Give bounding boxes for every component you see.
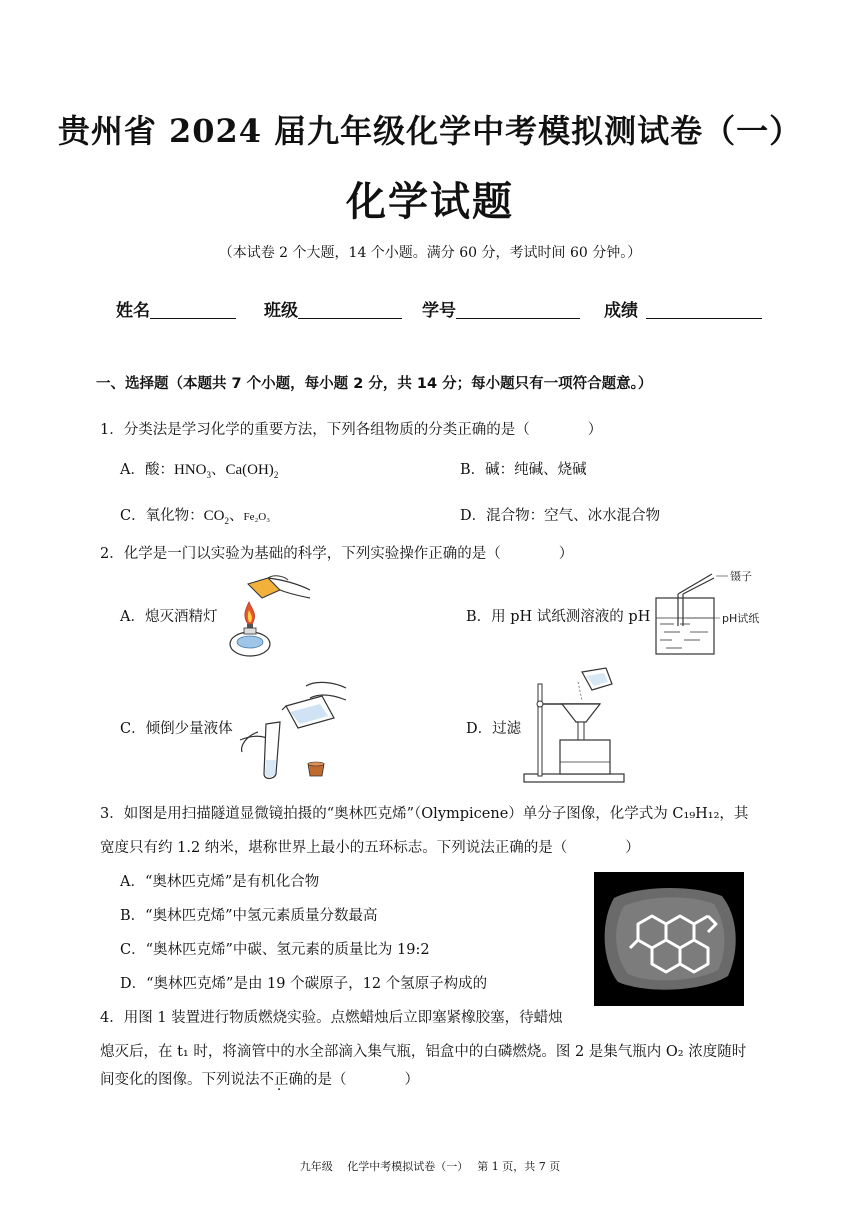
name-blank[interactable] <box>150 300 236 319</box>
tweezers-label: 镊子 <box>730 570 752 583</box>
q1-c-sep: 、 <box>228 508 244 524</box>
score-label: 成绩 <box>604 301 638 321</box>
score-field[interactable] <box>604 296 762 321</box>
q3-stem-line2: 宽度只有约 1.2 纳米，堪称世界上最小的五环标志。下列说法正确的是（ ） <box>100 840 640 856</box>
number-blank[interactable] <box>456 300 580 319</box>
filtration-illustration <box>520 664 630 786</box>
class-field[interactable] <box>264 296 402 321</box>
q1-option-a[interactable] <box>120 458 278 480</box>
q2-option-b[interactable]: B．用 pH 试纸测溶液的 pH <box>466 609 651 625</box>
q3-stem-line1: 3．如图是用扫描隧道显微镜拍摄的“奥林匹克烯”（Olympicene）单分子图像，化学式为 C₁₉H₁₂，其 <box>100 806 749 822</box>
q4-emphasis: 不正确 <box>259 1072 303 1088</box>
q4-line3 <box>100 1068 419 1089</box>
name-label: 姓名 <box>116 301 150 321</box>
page-footer: 九年级 化学中考模拟试卷（一） 第 1 页，共 7 页 <box>299 1160 561 1173</box>
q4-line3-part2: 的是（ ） <box>303 1072 419 1088</box>
q2-option-a[interactable]: A．熄灭酒精灯 <box>120 609 218 625</box>
olympicene-molecule-image <box>594 872 744 1006</box>
alcohol-lamp-illustration <box>218 570 314 662</box>
q3-option-b[interactable]: B．“奥林匹克烯”中氢元素质量分数最高 <box>120 908 378 924</box>
class-blank[interactable] <box>298 300 402 319</box>
number-label: 学号 <box>422 301 456 321</box>
q1-a-prefix: A．酸： <box>120 462 174 478</box>
q4-line3-part1: 间变化的图像。下列说法 <box>100 1072 260 1088</box>
q1-c-formula2: Fe₂O₃ <box>243 511 271 523</box>
q1-a-formula1: $HNO_3$ <box>173 462 211 480</box>
ph-test-illustration <box>650 568 770 660</box>
q1-option-c[interactable] <box>120 504 270 526</box>
q1-stem: 1．分类法是学习化学的重要方法，下列各组物质的分类正确的是（ ） <box>100 422 603 438</box>
ph-paper-label: pH试纸 <box>722 612 760 625</box>
exam-subtitle: 化学试题 <box>346 179 514 225</box>
q1-option-b[interactable]: B．碱：纯碱、烧碱 <box>460 462 587 478</box>
name-field[interactable] <box>116 296 236 321</box>
q2-option-d[interactable]: D．过滤 <box>466 721 522 737</box>
pouring-liquid-illustration <box>236 676 354 782</box>
score-blank[interactable] <box>646 300 762 319</box>
q1-c-formula1: $CO_2$ <box>203 508 229 526</box>
q1-a-formula2: $Ca(OH)_2$ <box>225 462 279 480</box>
q3-option-a[interactable]: A．“奥林匹克烯”是有机化合物 <box>120 874 320 890</box>
q1-a-sep: 、 <box>210 462 226 478</box>
q4-line2: 熄灭后，在 t₁ 时，将滴管中的水全部滴入集气瓶，铝盒中的白磷燃烧。图 2 是集气瓶内 O₂ 浓度随时 <box>100 1044 747 1060</box>
q1-c-prefix: C．氧化物： <box>120 508 204 524</box>
exam-title: 贵州省 2024 届九年级化学中考模拟测试卷（一） <box>57 112 803 150</box>
section-heading: 一、选择题（本题共 7 个小题，每小题 2 分，共 14 分；每小题只有一项符合题意。） <box>96 376 653 392</box>
number-field[interactable] <box>422 296 580 321</box>
q2-option-c[interactable]: C．倾倒少量液体 <box>120 721 233 737</box>
q2-stem: 2．化学是一门以实验为基础的科学，下列实验操作正确的是（ ） <box>100 546 574 562</box>
q4-line1: 4．用图 1 装置进行物质燃烧实验。点燃蜡烛后立即塞紧橡胶塞，待蜡烛 <box>100 1010 563 1026</box>
q1-option-d[interactable]: D．混合物：空气、冰水混合物 <box>460 508 661 524</box>
q3-option-d[interactable]: D．“奥林匹克烯”是由 19 个碳原子，12 个氢原子构成的 <box>120 976 488 992</box>
class-label: 班级 <box>264 301 298 321</box>
exam-note: （本试卷 2 个大题，14 个小题。满分 60 分，考试时间 60 分钟。） <box>218 245 642 261</box>
q3-option-c[interactable]: C．“奥林匹克烯”中碳、氢元素的质量比为 19:2 <box>120 942 430 958</box>
